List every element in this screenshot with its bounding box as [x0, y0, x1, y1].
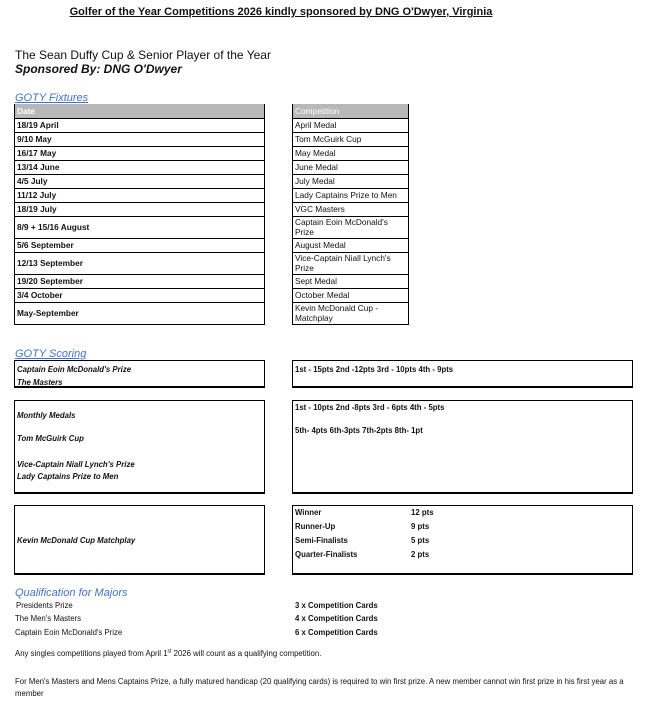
date-column-header: Date [15, 104, 265, 118]
fixture-date-row [15, 302, 265, 324]
fixture-competition: October Medal [293, 288, 409, 302]
fixture-competition-row [293, 238, 409, 252]
qualification-name: Presidents Prize [16, 601, 73, 610]
matchplay-points: 12 pts [411, 508, 434, 517]
fixture-competition-row [293, 118, 409, 132]
competition-column-header: Competition [293, 104, 409, 118]
qualification-cards: 6 x Competition Cards [295, 628, 378, 637]
fixture-competition-row [293, 274, 409, 288]
fixture-date: 5/6 September [15, 238, 265, 252]
scoring-group2-competitions [14, 400, 265, 494]
fixture-competition-row [293, 202, 409, 216]
fixtures-heading: GOTY Fixtures [15, 92, 89, 104]
fixture-date-row [15, 288, 265, 302]
fixture-date: 16/17 May [15, 146, 265, 160]
fixture-competition-row [293, 160, 409, 174]
qualification-heading: Qualification for Majors [15, 587, 128, 599]
matchplay-points: 9 pts [411, 522, 430, 531]
fixture-date-row [15, 174, 265, 188]
fixture-competition: July Medal [293, 174, 409, 188]
fixture-date-row [15, 118, 265, 132]
sponsor-line: Sponsored By: DNG O'Dwyer [15, 62, 182, 76]
fixture-competition-row [293, 188, 409, 202]
fixture-date-row [15, 132, 265, 146]
points-text: 1st - 15pts 2nd -12pts 3rd - 10pts 4th - 9pts [295, 365, 454, 374]
fixture-competition-row [293, 146, 409, 160]
matchplay-place: Runner-Up [295, 522, 336, 531]
fixtures-date-table [14, 104, 265, 325]
fixtures-competition-table [292, 104, 409, 325]
fixture-date: 4/5 July [15, 174, 265, 188]
matchplay-points: 2 pts [411, 550, 430, 559]
scoring-group1-points [292, 360, 633, 388]
fixture-competition-row [293, 288, 409, 302]
fixture-competition: Sept Medal [293, 274, 409, 288]
fixture-date: 12/13 September [15, 252, 265, 274]
fixture-date-row [15, 274, 265, 288]
fixture-date: May-September [15, 302, 265, 324]
fixture-date: 13/14 June [15, 160, 265, 174]
scoring-group1-competitions [14, 360, 265, 388]
scoring-competition: Captain Eoin McDonald's Prize [17, 365, 132, 374]
fixture-date: 18/19 April [15, 118, 265, 132]
qualification-name: Captain Eoin McDonald's Prize [15, 628, 123, 637]
scoring-competition: The Masters [17, 378, 63, 387]
scoring-group3-competition [14, 505, 265, 575]
points-text: 5th- 4pts 6th-3pts 7th-2pts 8th- 1pt [295, 426, 423, 435]
matchplay-place: Semi-Finalists [295, 536, 348, 545]
scoring-competition: Lady Captains Prize to Men [17, 472, 119, 481]
fixture-competition-row [293, 302, 409, 324]
fixture-competition: April Medal [293, 118, 409, 132]
fixture-date-row [15, 202, 265, 216]
handicap-note: For Men's Masters and Mens Captains Prize, a fully matured handicap (20 qualifying cards) is required to win first prize. A new member cannot win first prize in his first year as a member [15, 677, 624, 699]
scoring-competition: Vice-Captain Niall Lynch's Prize [17, 460, 135, 469]
qualification-cards: 3 x Competition Cards [295, 601, 378, 610]
fixture-date-row [15, 160, 265, 174]
scoring-group2-points [292, 400, 633, 494]
fixture-competition: Vice-Captain Niall Lynch's Prize [293, 252, 409, 274]
cup-title: The Sean Duffy Cup & Senior Player of the Year [15, 48, 271, 62]
matchplay-place: Quarter-Finalists [295, 550, 358, 559]
fixture-date-row [15, 238, 265, 252]
scoring-competition: Monthly Medals [17, 411, 76, 420]
fixture-date: 3/4 October [15, 288, 265, 302]
scoring-competition: Kevin McDonald Cup Matchplay [17, 536, 136, 545]
scoring-heading: GOTY Scoring [15, 348, 87, 360]
fixture-date-row [15, 188, 265, 202]
fixture-competition-row [293, 216, 409, 238]
fixture-date: 8/9 + 15/16 August [15, 216, 265, 238]
fixture-competition-row [293, 174, 409, 188]
fixture-date-row [15, 252, 265, 274]
fixture-date: 11/12 July [15, 188, 265, 202]
document-title: Golfer of the Year Competitions 2026 kindly sponsored by DNG O'Dwyer, Virginia [69, 6, 493, 18]
fixture-competition-row [293, 252, 409, 274]
fixture-competition: June Medal [293, 160, 409, 174]
fixture-competition: VGC Masters [293, 202, 409, 216]
fixture-date: 19/20 September [15, 274, 265, 288]
fixture-competition: August Medal [293, 238, 409, 252]
scoring-group3-points [292, 505, 633, 575]
fixture-date: 18/19 July [15, 202, 265, 216]
fixture-competition: Tom McGuirk Cup [293, 132, 409, 146]
qualifying-note: Any singles competitions played from April 1st 2026 will count as a qualifying competition. [15, 648, 322, 658]
fixture-date-row [15, 216, 265, 238]
fixture-date-row [15, 146, 265, 160]
fixture-competition: Lady Captains Prize to Men [293, 188, 409, 202]
matchplay-points: 5 pts [411, 536, 430, 545]
points-text: 1st - 10pts 2nd -8pts 3rd - 6pts 4th - 5pts [295, 403, 445, 412]
fixture-date: 9/10 May [15, 132, 265, 146]
qualification-name: The Men's Masters [15, 614, 82, 623]
qualification-cards: 4 x Competition Cards [295, 614, 378, 623]
fixture-competition: Captain Eoin McDonald's Prize [293, 216, 409, 238]
scoring-competition: Tom McGuirk Cup [17, 434, 84, 443]
fixture-competition: Kevin McDonald Cup - Matchplay [293, 302, 409, 324]
matchplay-place: Winner [295, 508, 322, 517]
fixture-competition-row [293, 132, 409, 146]
fixture-competition: May Medal [293, 146, 409, 160]
